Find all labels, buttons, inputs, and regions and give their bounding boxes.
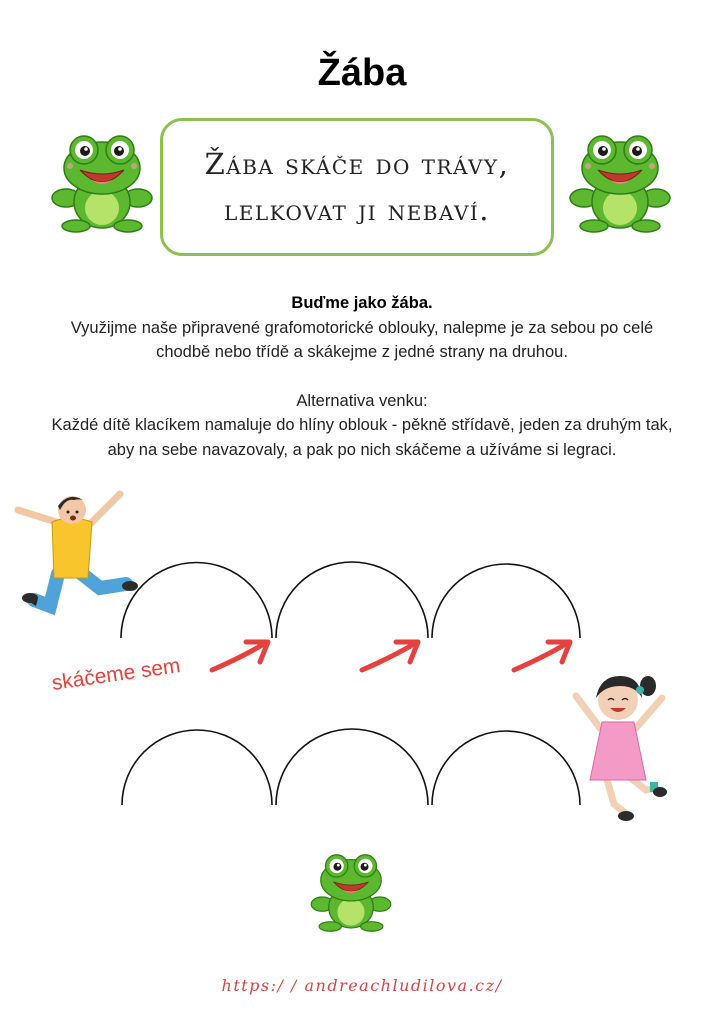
arc-top-1 [121, 563, 272, 639]
arc-top-3 [432, 564, 580, 638]
frog-icon [308, 848, 394, 938]
arc-bottom-1 [122, 730, 272, 805]
instructions-heading: Buďme jako žába. [291, 294, 433, 312]
alternative-line-2: aby na sebe navazovaly, a pak po nich skáčeme a užíváme si legraci. [107, 440, 617, 459]
arc-top-2 [276, 562, 428, 638]
page-title: Žába [317, 52, 407, 94]
arc-bottom-2 [276, 729, 428, 805]
instructions-line-2: chodbě nebo třídě a skákejme z jedné strany na druhou. [156, 343, 568, 361]
alternative-line-1: Každé dítě klacíkem namaluje do hlíny oblouk - pěkně střídavě, jeden za druhým tak, [51, 416, 673, 434]
arrow-icon [356, 636, 424, 676]
arc-bottom-3 [432, 731, 580, 805]
instructions-line-1: Využijme naše připravené grafomotorické oblouky, nalepme je za sebou po celé [70, 318, 654, 337]
jump-here-label: skáčeme sem [50, 654, 182, 695]
alternative-heading: Alternativa venku: [296, 391, 428, 410]
poem-line-2: lelkovat ji nebaví. [223, 193, 491, 227]
poem-line-1: Žába skáče do trávy, [204, 147, 510, 181]
footer-url[interactable]: https:/ / andreachludilova.cz/ [221, 976, 503, 995]
girl-jumping-icon [566, 664, 678, 826]
arrow-icon [206, 636, 274, 676]
